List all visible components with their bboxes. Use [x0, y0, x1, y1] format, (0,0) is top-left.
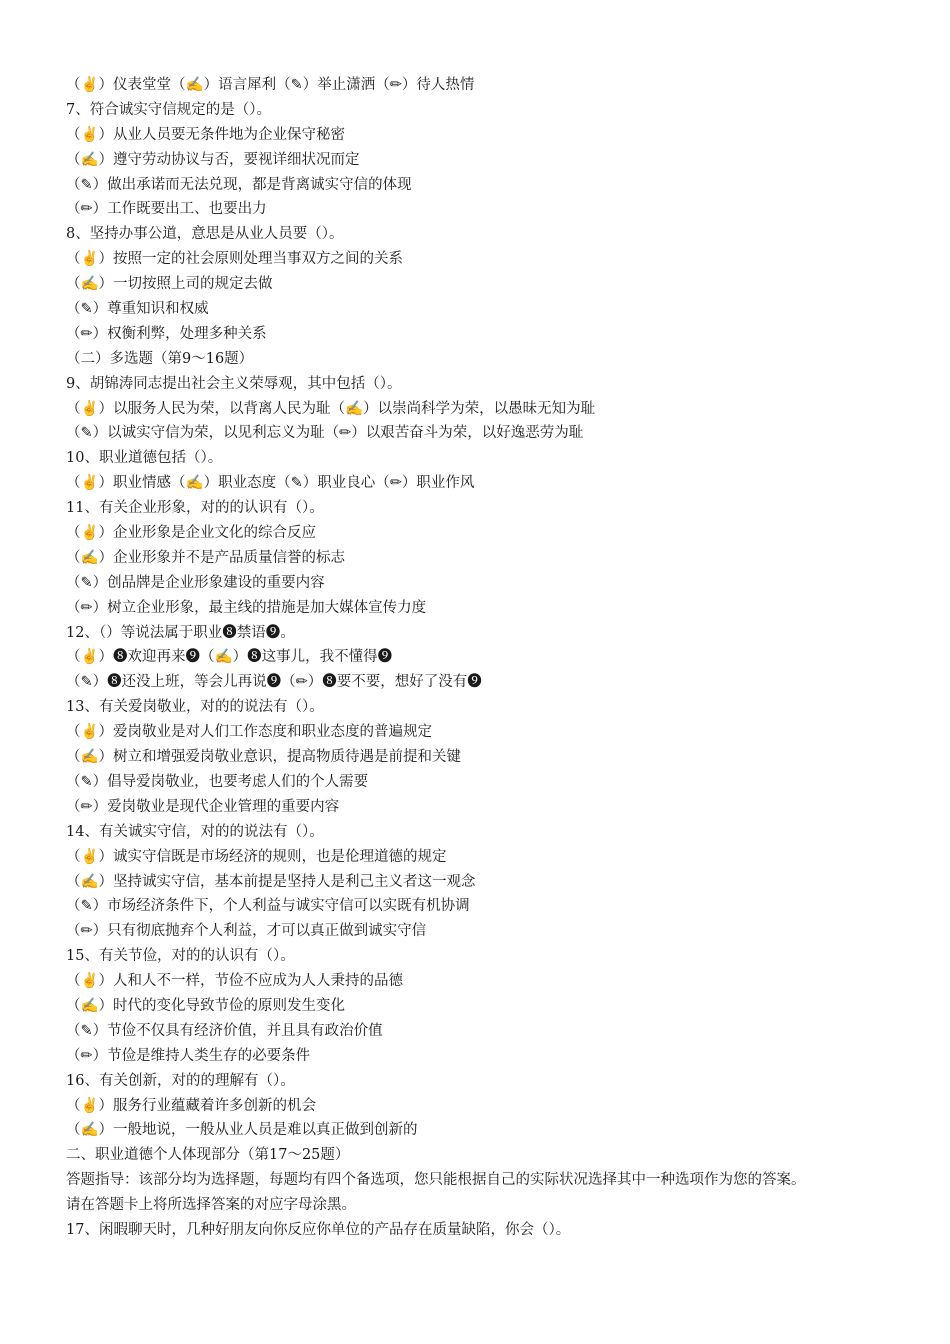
option-line: （✏）爱岗敬业是现代企业管理的重要内容 — [66, 798, 340, 815]
question-stem: 15、有关节俭，对的的认识有（）。 — [66, 948, 295, 965]
question-stem: 12、（）等说法属于职业❽禁语❾。 — [66, 624, 295, 641]
document-page — [66, 73, 886, 1243]
option-line: （✌）诚实守信既是市场经济的规则，也是伦理道德的规定 — [66, 848, 447, 865]
question-stem: 10、职业道德包括（）。 — [66, 450, 223, 467]
section-heading: （二）多选题（第9～16题） — [66, 350, 254, 367]
question-stem: 13、有关爱岗敬业，对的的说法有（）。 — [66, 699, 324, 716]
option-line: （✌）企业形象是企业文化的综合反应 — [66, 525, 317, 542]
question-stem: 17、闲暇聊天时，几种好朋友向你反应你单位的产品存在质量缺陷，你会（）。 — [66, 1221, 571, 1238]
option-line: （✎）❽还没上班，等会儿再说❾（✏）❽要不要，想好了没有❾ — [66, 674, 482, 691]
option-line: （✏）节俭是维持人类生存的必要条件 — [66, 1047, 311, 1064]
question-stem: 11、有关企业形象，对的的认识有（）。 — [66, 500, 324, 517]
option-line: （✍）企业形象并不是产品质量信誉的标志 — [66, 549, 346, 566]
question-stem: 8、坚持办事公道，意思是从业人员要（）。 — [66, 226, 344, 243]
section-heading: 二、职业道德个人体现部分（第17～25题） — [66, 1147, 350, 1164]
option-line: （✌）服务行业蕴藏着许多创新的机会 — [66, 1097, 317, 1114]
option-line: （✎）创品牌是企业形象建设的重要内容 — [66, 574, 325, 591]
option-line: （✍）一切按照上司的规定去做 — [66, 276, 273, 293]
option-line: （✍）遵守劳动协议与否，要视详细状况而定 — [66, 151, 360, 168]
option-line: （✏）工作既要出工、也要出力 — [66, 201, 267, 218]
option-line: （✍）树立和增强爱岗敬业意识，提高物质待遇是前提和关键 — [66, 749, 462, 766]
option-line: （✌）职业情感（✍）职业态度（✎）职业良心（✏）职业作风 — [66, 475, 475, 492]
option-line: （✍）坚持诚实守信，基本前提是坚持人是利己主义者这一观念 — [66, 873, 476, 890]
option-line: （✌）从业人员要无条件地为企业保守秘密 — [66, 126, 346, 143]
option-line: （✌）❽欢迎再来❾（✍）❽这事儿，我不懂得❾ — [66, 649, 393, 666]
instruction-line: 请在答题卡上将所选择答案的对应字母涂黑。 — [66, 1197, 356, 1214]
option-line: （✌）以服务人民为荣，以背离人民为耻（✍）以崇尚科学为荣，以愚昧无知为耻 — [66, 400, 596, 417]
option-line: （✎）倡导爱岗敬业，也要考虑人们的个人需要 — [66, 773, 369, 790]
answer-guidance: 答题指导：该部分均为选择题，每题均有四个备选项，您只能根据自己的实际状况选择其中一种选项作为您的答案。 — [66, 1172, 806, 1189]
text-line: （✌）仪表堂堂（✍）语言犀利（✎）举止潇洒（✏）待人热情 — [66, 77, 475, 93]
option-line: （✎）做出承诺而无法兑现，都是背离诚实守信的体现 — [66, 176, 412, 193]
option-line: （✍）时代的变化导致节俭的原则发生变化 — [66, 997, 346, 1014]
option-line: （✌）按照一定的社会原则处理当事双方之间的关系 — [66, 251, 404, 268]
option-line: （✌）爱岗敬业是对人们工作态度和职业态度的普遍规定 — [66, 724, 433, 741]
option-line: （✏）树立企业形象，最主线的措施是加大媒体宣传力度 — [66, 599, 427, 616]
question-stem: 14、有关诚实守信，对的的说法有（）。 — [66, 823, 324, 840]
option-line: （✎）尊重知识和权威 — [66, 301, 209, 318]
option-line: （✍）一般地说，一般从业人员是难以真正做到创新的 — [66, 1122, 418, 1139]
option-line: （✏）只有彻底抛弃个人利益，才可以真正做到诚实守信 — [66, 923, 427, 940]
question-stem: 9、胡锦涛同志提出社会主义荣辱观，其中包括（）。 — [66, 375, 402, 392]
question-stem: 7、符合诚实守信规定的是（）。 — [66, 101, 271, 118]
question-stem: 16、有关创新，对的的理解有（）。 — [66, 1072, 295, 1089]
option-line: （✎）节俭不仅具有经济价值，并且具有政治价值 — [66, 1022, 383, 1039]
option-line: （✌）人和人不一样，节俭不应成为人人秉持的品德 — [66, 973, 404, 990]
option-line: （✏）权衡利弊，处理多种关系 — [66, 325, 267, 342]
option-line: （✎）以诚实守信为荣，以见利忘义为耻（✏）以艰苦奋斗为荣，以好逸恶劳为耻 — [66, 425, 584, 442]
option-line: （✎）市场经济条件下，个人利益与诚实守信可以实既有机协调 — [66, 898, 470, 915]
